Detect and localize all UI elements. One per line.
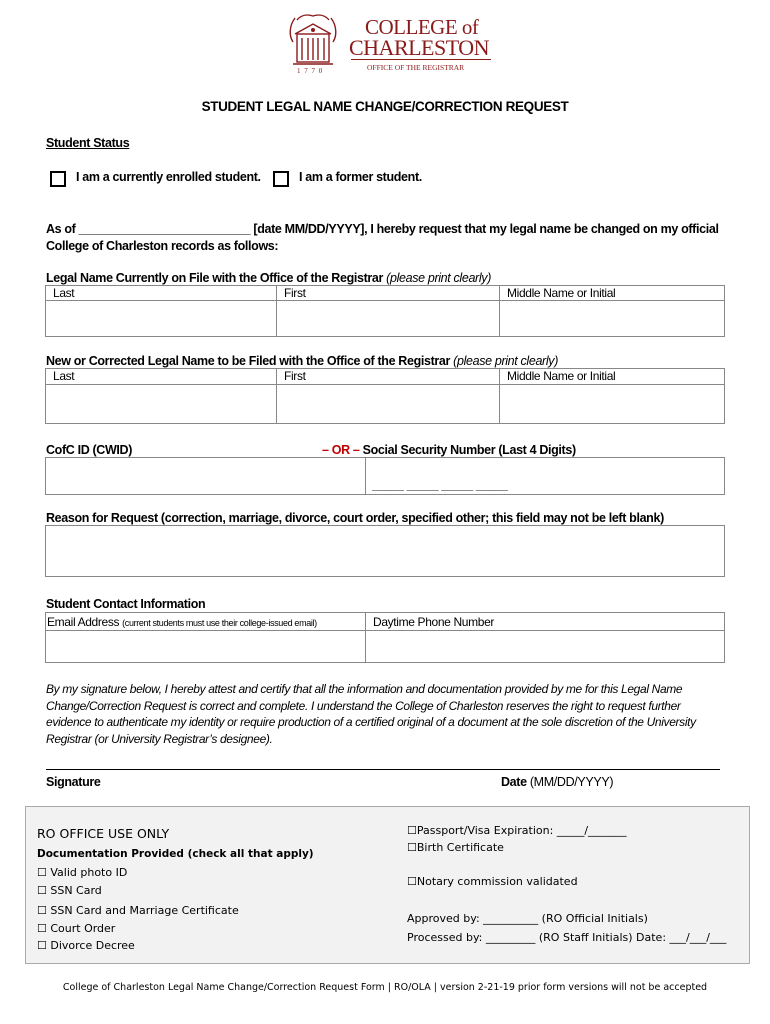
- enrolled-label: I am a currently enrolled student.: [76, 170, 261, 184]
- doc-divorce-decree-label: Divorce Decree: [50, 939, 135, 952]
- doc-birth-cert[interactable]: ☐Birth Certificate: [407, 841, 504, 854]
- doc-ssn-card-label: SSN Card: [50, 884, 102, 897]
- former-label: I am a former student.: [299, 170, 422, 184]
- attestation-text: By my signature below, I hereby attest and certify that all the information and documentation provided by me for this Legal Name Change/Correction Request is correct and complete. I understand the College of Charleston reserves the right to request further evidence to authenticate my identity or require production of a certified original of a document at the sole discretion of the University Registrar (or University Registrar’s designee).: [46, 682, 696, 746]
- email-header: [46, 613, 365, 629]
- college-name-line1: COLLEGE of: [365, 15, 479, 39]
- office-use-title: RO OFFICE USE ONLY: [37, 826, 170, 841]
- new-middle-cell[interactable]: [499, 368, 725, 424]
- form-title: STUDENT LEGAL NAME CHANGE/CORRECTION REQUEST: [201, 99, 569, 114]
- signature-line[interactable]: [46, 769, 720, 770]
- doc-court-order-label: Court Order: [50, 922, 116, 935]
- current-first-label: First: [284, 286, 306, 300]
- doc-notary[interactable]: ☐Notary commission validated: [407, 875, 578, 888]
- doc-notary-label: Notary commission validated: [416, 875, 578, 888]
- current-name-heading: [46, 271, 491, 285]
- phone-label: Daytime Phone Number: [373, 615, 495, 629]
- reason-label: Reason for Request (correction, marriage, divorce, court order, specified other; this field may not be left blank): [46, 511, 664, 525]
- approved-by: Approved by: __________ (RO Official Initials): [407, 912, 648, 925]
- current-name-heading-text: Legal Name Currently on File with the Office of the Registrar: [46, 271, 384, 285]
- doc-court-order[interactable]: ☐ Court Order: [37, 922, 116, 935]
- college-name-line2: CHARLESTON: [349, 35, 490, 60]
- signature-label: Signature: [46, 775, 101, 789]
- contact-heading: Student Contact Information: [46, 597, 206, 611]
- doc-ssn-marriage[interactable]: ☐ SSN Card and Marriage Certificate: [37, 904, 239, 917]
- new-name-heading: [46, 354, 558, 368]
- docs-heading: Documentation Provided (check all that apply): [37, 848, 314, 860]
- email-cell[interactable]: [45, 612, 366, 663]
- enrolled-checkbox[interactable]: [50, 171, 66, 187]
- request-statement-line1: As of __________________________ [date MM/DD/YYYY], I hereby request that my legal name be changed on my official: [46, 222, 719, 236]
- reason-input-box[interactable]: [45, 525, 725, 577]
- doc-photo-id-label: Valid photo ID: [50, 866, 128, 879]
- student-status-heading: Student Status: [46, 136, 130, 150]
- doc-passport[interactable]: ☐Passport/Visa Expiration: _____/_______: [407, 824, 627, 837]
- request-statement-line2: College of Charleston records as follows:: [46, 239, 279, 253]
- doc-photo-id[interactable]: ☐ Valid photo ID: [37, 866, 128, 879]
- processed-by: Processed by: _________ (RO Staff Initials) Date: ___/___/___: [407, 931, 727, 944]
- new-name-heading-text: New or Corrected Legal Name to be Filed with the Office of the Registrar: [46, 354, 451, 368]
- phone-cell[interactable]: [365, 612, 725, 663]
- email-note: (current students must use their college-issued email): [122, 618, 317, 628]
- current-last-cell[interactable]: [45, 285, 277, 337]
- doc-passport-label: Passport/Visa Expiration: _____/_______: [416, 824, 627, 837]
- office-use-box: [25, 806, 750, 964]
- doc-ssn-marriage-label: SSN Card and Marriage Certificate: [50, 904, 239, 917]
- seal-year: 1 7 7 0: [297, 67, 324, 75]
- college-logo: [285, 12, 495, 78]
- current-middle-label: Middle Name or Initial: [507, 286, 616, 300]
- ssn-heading: [322, 443, 576, 457]
- date-field-label: [501, 775, 613, 789]
- email-label: Email Address: [47, 615, 120, 629]
- doc-ssn-card[interactable]: ☐ SSN Card: [37, 884, 102, 897]
- ssn-blanks: _____ _____ _____ _____: [372, 478, 508, 492]
- ssn-label: Social Security Number (Last 4 Digits): [362, 443, 576, 457]
- current-name-hint: (please print clearly): [386, 271, 492, 285]
- registrar-office: OFFICE OF THE REGISTRAR: [367, 63, 465, 72]
- date-label: Date: [501, 775, 527, 789]
- footer-text: College of Charleston Legal Name Change/Correction Request Form | RO/OLA | version 2-21-19 prior form versions will not be accepted: [62, 982, 708, 993]
- doc-divorce-decree[interactable]: ☐ Divorce Decree: [37, 939, 135, 952]
- current-middle-cell[interactable]: [499, 285, 725, 337]
- new-last-cell[interactable]: [45, 368, 277, 424]
- date-format: (MM/DD/YYYY): [529, 775, 614, 789]
- or-label: – OR –: [322, 443, 360, 457]
- current-last-label: Last: [53, 286, 75, 300]
- doc-birth-cert-label: Birth Certificate: [416, 841, 504, 854]
- former-checkbox[interactable]: [273, 171, 289, 187]
- new-last-label: Last: [53, 369, 75, 383]
- new-first-label: First: [284, 369, 306, 383]
- cwid-label: CofC ID (CWID): [46, 443, 133, 457]
- new-middle-label: Middle Name or Initial: [507, 369, 616, 383]
- new-name-hint: (please print clearly): [453, 354, 559, 368]
- current-first-cell[interactable]: [276, 285, 500, 337]
- new-first-cell[interactable]: [276, 368, 500, 424]
